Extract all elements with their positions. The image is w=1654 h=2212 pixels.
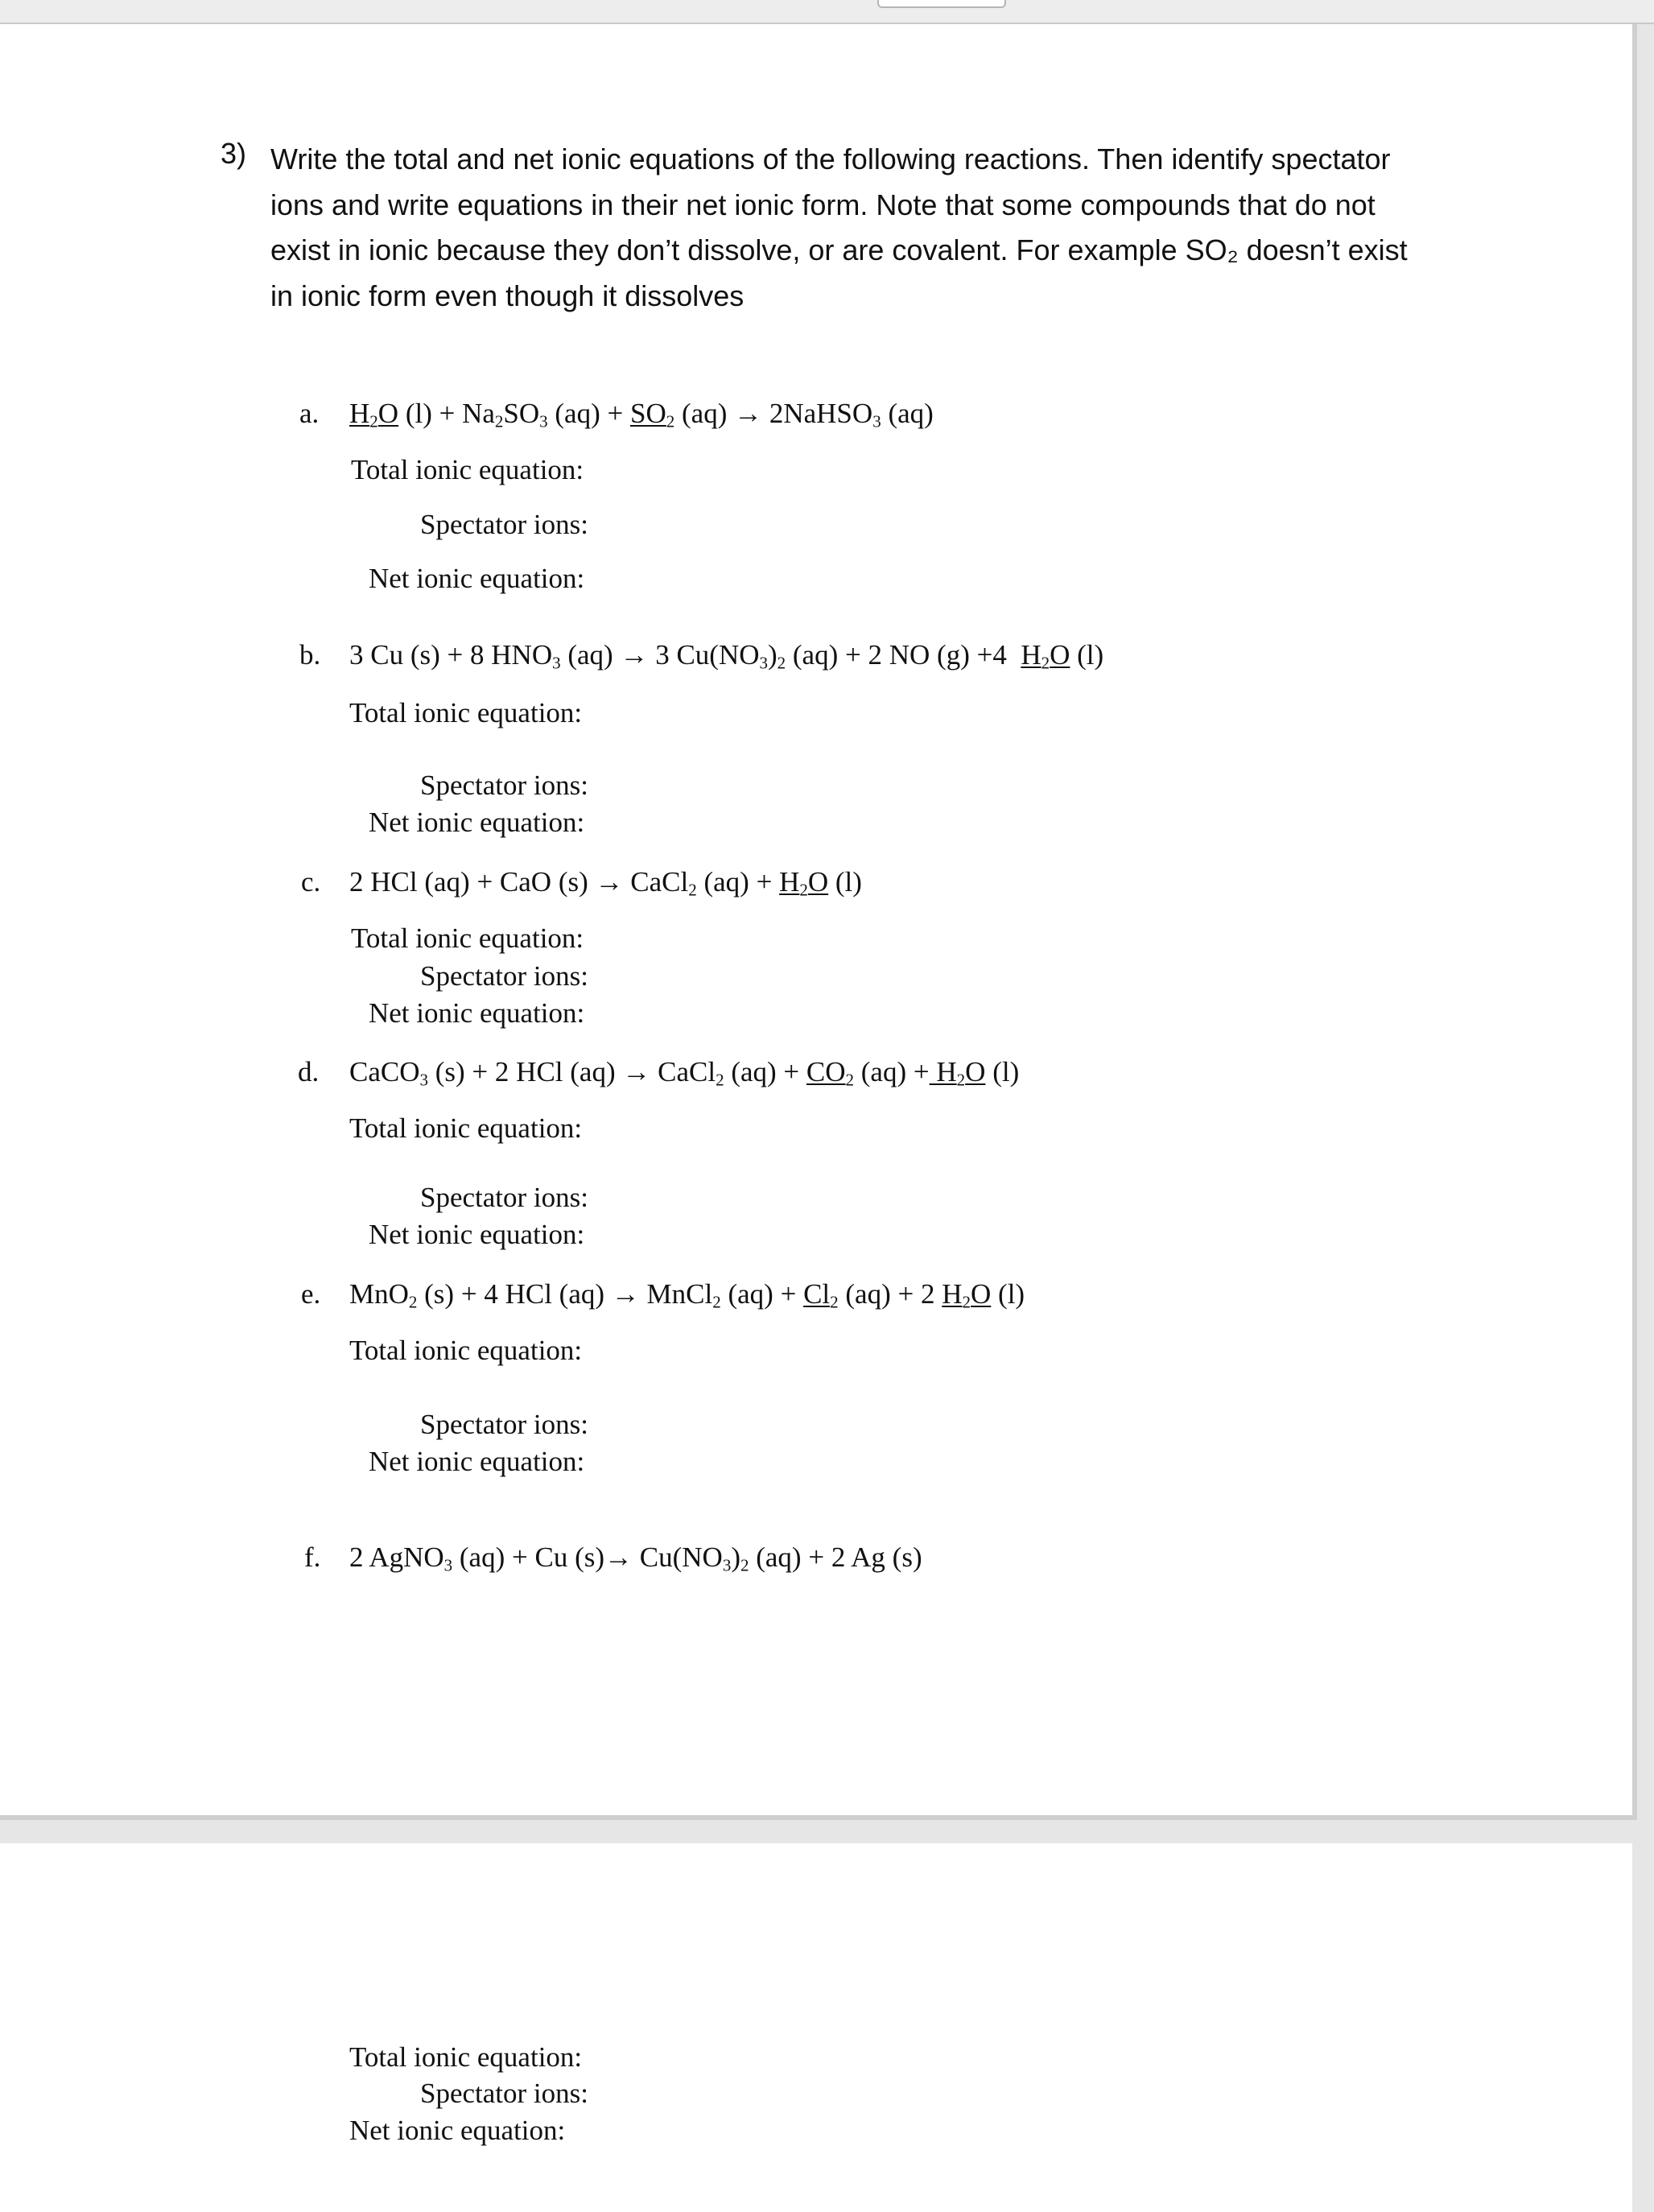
total-ionic-label: Total ionic equation: (349, 697, 583, 728)
spectator-ions-label: Spectator ions: (420, 509, 588, 540)
document-page-2 (0, 1843, 1632, 2212)
question-text: Write the total and net ionic equations of the following reactions. Then identify spectator ions and write equations in their net ionic form. Note that some compounds that do not exist in ionic because they don’t dissolve, or are covalent. For example SO₂ doesn’t exist in ionic form even though it dissolves (270, 142, 1408, 312)
question-number: 3) (221, 137, 247, 170)
part-b-letter: b. (299, 639, 321, 671)
part-a-letter: a. (299, 398, 320, 429)
total-ionic-label: Total ionic equation: (349, 1112, 583, 1144)
net-ionic-label: Net ionic equation: (349, 2115, 566, 2146)
total-ionic-label: Total ionic equation: (349, 1335, 583, 1366)
spectator-ions-label: Spectator ions: (420, 1182, 588, 1213)
spectator-ions-label: Spectator ions: (420, 2078, 588, 2109)
page-shadow (0, 1815, 1637, 1820)
total-ionic-label: Total ionic equation: (351, 922, 584, 954)
net-ionic-label: Net ionic equation: (369, 1219, 585, 1250)
net-ionic-label: Net ionic equation: (369, 563, 585, 594)
part-e-equation: MnO$_2$ (s) + 4 HCl (aq) → MnCl$_2$ $(aq) + Cl_2$ (aq) + 2 $H_2O$ (l) (349, 1278, 1025, 1312)
page-nav-tab[interactable] (877, 0, 1006, 8)
part-e-letter: e. (301, 1278, 321, 1310)
part-c-equation: 2 HCl (aq) + CaO (s) → CaCl$_2$ $(aq) + H_2O$ (l) (349, 866, 862, 900)
spectator-ions-label: Spectator ions: (420, 770, 588, 801)
net-ionic-label: Net ionic equation: (369, 1446, 585, 1477)
total-ionic-label: Total ionic equation: (351, 454, 584, 485)
net-ionic-label: Net ionic equation: (369, 997, 585, 1029)
part-a-equation: $H_2O$ $(l) + Na_2SO_3$ $(aq) + SO_2$ (aq) → 2NaHSO$_3$ (aq) (349, 398, 934, 431)
page-shadow (1632, 24, 1637, 1815)
total-ionic-label: Total ionic equation: (349, 2041, 583, 2073)
part-b-equation: 3 Cu (s) + 8 $HNO_3$ (aq) → 3 $Cu(NO_3)_2$ (aq) + 2 NO (g) +4 $H_2O$ (l) (349, 639, 1104, 673)
part-f-equation: 2 AgNO$_3$ (aq) + Cu $(s)\to Cu(NO_3)_2$ (aq) + 2 Ag (s) (349, 1541, 922, 1575)
spectator-ions-label: Spectator ions: (420, 1409, 588, 1440)
spectator-ions-label: Spectator ions: (420, 960, 588, 992)
part-f-letter: f. (304, 1541, 321, 1573)
part-d-letter: d. (298, 1056, 320, 1087)
viewer-top-bar (0, 0, 1654, 24)
net-ionic-label: Net ionic equation: (369, 807, 585, 838)
part-d-equation: CaCO$_3$ (s) + 2 HCl (aq) → CaCl$_2$ $(aq) + CO_2$ $(aq) + H_2O$ (l) (349, 1056, 1020, 1090)
part-c-letter: c. (301, 866, 321, 898)
